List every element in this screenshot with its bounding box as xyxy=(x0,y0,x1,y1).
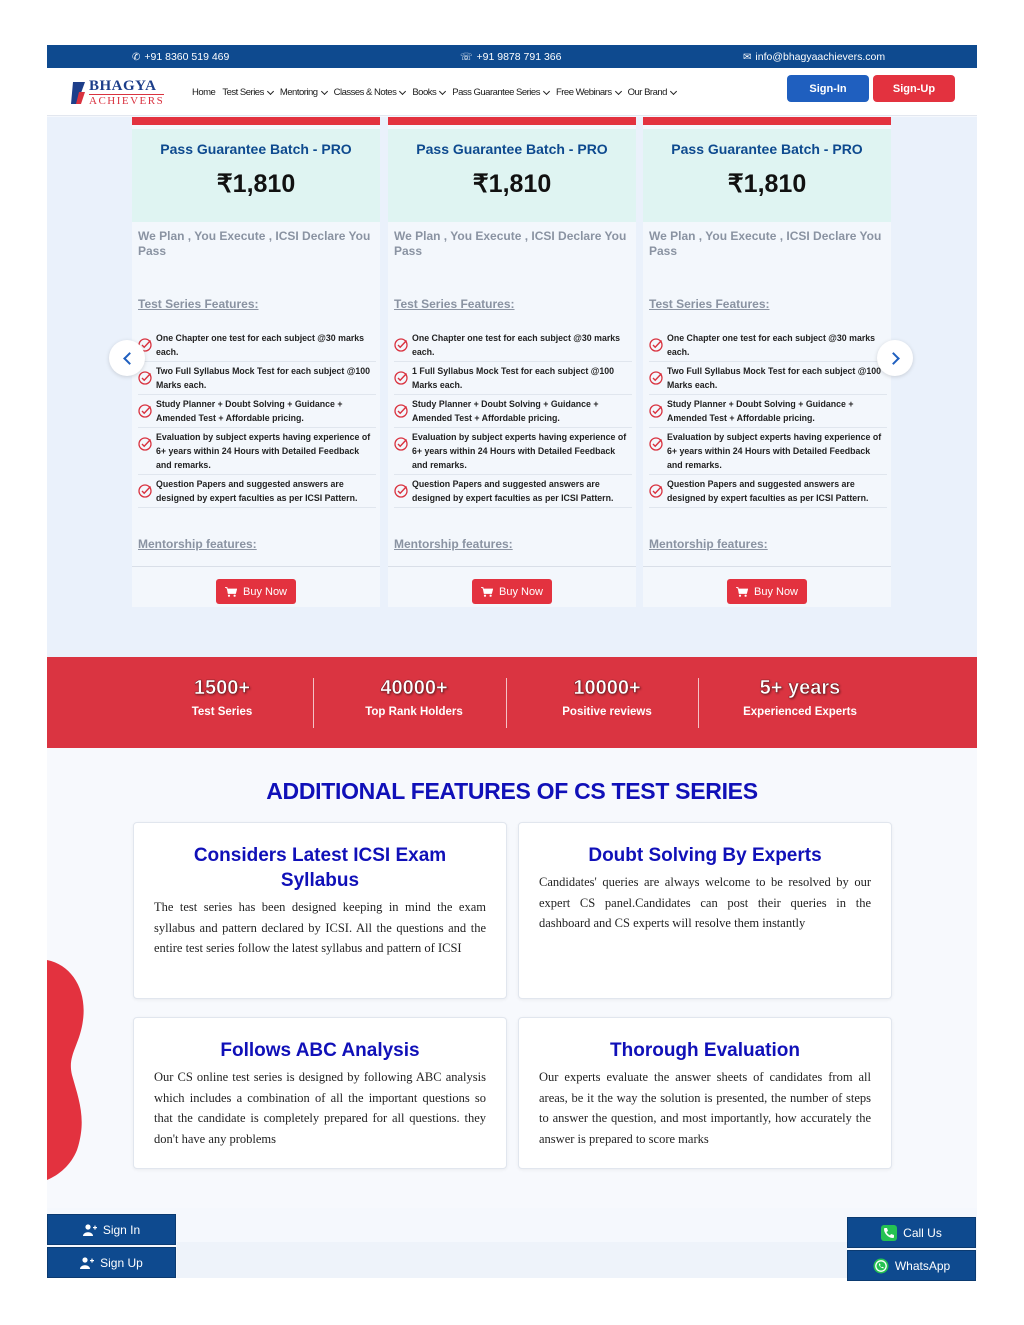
feature-item xyxy=(649,397,887,428)
page xyxy=(47,45,977,1278)
chevron-down-icon xyxy=(267,87,274,94)
buy-now-label: Buy Now xyxy=(242,585,288,598)
card-top-strip xyxy=(132,117,380,125)
plan-name: Pass Guarantee Batch - PRO xyxy=(671,141,863,157)
feature-list xyxy=(138,331,376,510)
feature-body: Our CS online test series is designed by following ABC analysis which includes a combination of all the important questions so that the candidate is completely prepared for all questions. they don't have any problems xyxy=(154,1070,486,1146)
feature-box xyxy=(518,822,892,999)
chevron-down-icon xyxy=(321,87,328,94)
nav-item-free-webinars[interactable] xyxy=(556,87,621,98)
whatsapp-button[interactable] xyxy=(847,1250,976,1281)
cart-icon xyxy=(225,587,237,597)
feature-text: One Chapter one test for each subject @30 marks each. xyxy=(156,333,365,357)
card-header xyxy=(132,129,380,222)
contact-bar xyxy=(47,45,977,68)
nav-item-mentoring[interactable] xyxy=(280,87,327,98)
floating-signup-label: Sign Up xyxy=(100,1255,143,1270)
card-divider xyxy=(388,566,636,567)
user-plus-icon xyxy=(80,1257,94,1269)
plan-description: We Plan , You Execute , ICSI Declare You Pass xyxy=(649,229,882,258)
check-circle-icon xyxy=(649,404,663,418)
check-circle-icon xyxy=(649,437,663,451)
feature-item xyxy=(138,331,376,362)
test-features-heading[interactable]: Test Series Features: xyxy=(649,297,770,311)
plan-name: Pass Guarantee Batch - PRO xyxy=(160,141,352,157)
feature-item xyxy=(394,397,632,428)
card-top-strip xyxy=(388,117,636,125)
card-divider xyxy=(132,566,380,567)
stat-label: Positive reviews xyxy=(562,706,652,718)
check-circle-icon xyxy=(138,484,152,498)
header-signin-button[interactable]: Sign-In xyxy=(787,75,869,102)
feature-body: Our experts evaluate the answer sheets of candidates from all areas, be it the way the solution is presented, the number of steps to answer the question, and most importantly, how accurately the answer is prepared to score marks xyxy=(539,1070,871,1146)
pricing-card xyxy=(132,117,380,607)
pricing-carousel xyxy=(47,117,977,657)
logo-line-2: ACHIEVERS xyxy=(89,95,165,107)
check-circle-icon xyxy=(394,484,408,498)
feature-box xyxy=(133,1017,507,1169)
chevron-down-icon xyxy=(439,87,446,94)
plan-price: ₹1,810 xyxy=(727,170,807,198)
bottom-band xyxy=(177,1242,847,1278)
nav-item-classes-notes[interactable] xyxy=(334,87,406,98)
stat-number: 40000+ xyxy=(380,677,448,699)
feature-text: Question Papers and suggested answers are designed by expert faculties as per ICSI Pattern. xyxy=(667,479,869,503)
logo-mark-icon xyxy=(71,80,87,106)
phone-icon xyxy=(881,1225,897,1241)
check-circle-icon xyxy=(138,437,152,451)
stat-divider xyxy=(698,678,699,728)
chevron-down-icon xyxy=(670,87,677,94)
plan-price: ₹1,810 xyxy=(216,170,296,198)
feature-item xyxy=(138,477,376,508)
mail-icon: ✉ xyxy=(743,51,752,63)
stat-number: 5+ years xyxy=(759,677,841,699)
feature-text: Question Papers and suggested answers are designed by expert faculties as per ICSI Pattern. xyxy=(156,479,358,503)
feature-text: Question Papers and suggested answers are designed by expert faculties as per ICSI Pattern. xyxy=(412,479,614,503)
feature-item xyxy=(649,430,887,475)
feature-title: Follows ABC Analysis xyxy=(220,1040,420,1061)
chevron-down-icon xyxy=(615,87,622,94)
user-plus-icon xyxy=(83,1224,97,1236)
check-circle-icon xyxy=(394,338,408,352)
decorative-blob xyxy=(47,960,87,1180)
chevron-left-icon xyxy=(123,352,136,365)
check-circle-icon xyxy=(138,371,152,385)
feature-title: Doubt Solving By Experts xyxy=(588,845,822,866)
nav-item-test-series[interactable] xyxy=(222,87,273,98)
card-divider xyxy=(643,566,891,567)
buy-now-label: Buy Now xyxy=(753,585,799,598)
feature-item xyxy=(138,430,376,475)
stat-divider xyxy=(506,678,507,728)
feature-text: Evaluation by subject experts having experience of 6+ years within 24 Hours with Detailed Feedback and remarks. xyxy=(156,432,371,470)
feature-body: The test series has been designed keeping in mind the exam syllabus and pattern declared by ICSI. All the questions and the entire test series follow the latest syllabus and pattern of ICSI xyxy=(154,900,486,955)
mentorship-features-heading[interactable]: Mentorship features: xyxy=(394,537,513,551)
main-nav xyxy=(47,68,977,116)
check-circle-icon xyxy=(649,338,663,352)
floating-signin-label: Sign In xyxy=(102,1222,141,1237)
buy-now-button[interactable] xyxy=(472,579,552,604)
mentorship-features-heading[interactable]: Mentorship features: xyxy=(138,537,257,551)
feature-text: Evaluation by subject experts having experience of 6+ years within 24 Hours with Detailed Feedback and remarks. xyxy=(667,432,882,470)
call-us-label: Call Us xyxy=(903,1225,942,1240)
stat-label: Top Rank Holders xyxy=(365,706,463,718)
feature-text: 1 Full Syllabus Mock Test for each subject @100 Marks each. xyxy=(412,366,615,390)
plan-price: ₹1,810 xyxy=(472,170,552,198)
nav-item-label: Classes & Notes xyxy=(333,87,397,98)
phone-2-text: +91 9878 791 366 xyxy=(476,51,562,63)
section-title: ADDITIONAL FEATURES OF CS TEST SERIES xyxy=(266,778,758,804)
feature-item xyxy=(649,331,887,362)
stat-label: Experienced Experts xyxy=(743,706,857,718)
feature-item xyxy=(394,477,632,508)
card-header xyxy=(643,129,891,222)
stat-test-series xyxy=(126,657,318,748)
nav-item-home[interactable] xyxy=(192,87,215,98)
pricing-card xyxy=(643,117,891,607)
call-us-button[interactable] xyxy=(847,1217,976,1248)
test-features-heading[interactable]: Test Series Features: xyxy=(138,297,259,311)
nav-item-label: Test Series xyxy=(222,87,264,98)
whatsapp-label: WhatsApp xyxy=(894,1258,951,1273)
buy-now-label: Buy Now xyxy=(498,585,544,598)
logo[interactable] xyxy=(71,78,171,108)
stat-label: Test Series xyxy=(191,706,253,718)
chevron-right-icon xyxy=(887,352,900,365)
nav-item-label: Our Brand xyxy=(627,87,667,98)
feature-item xyxy=(394,364,632,395)
stat-number: 10000+ xyxy=(573,677,641,699)
carousel-next-button[interactable] xyxy=(877,340,913,376)
feature-text: One Chapter one test for each subject @30 marks each. xyxy=(667,333,876,357)
stat-top-rank xyxy=(318,657,510,748)
feature-text: Evaluation by subject experts having experience of 6+ years within 24 Hours with Detailed Feedback and remarks. xyxy=(412,432,627,470)
check-circle-icon xyxy=(394,404,408,418)
header-signup-button[interactable]: Sign-Up xyxy=(873,75,955,102)
pricing-card xyxy=(388,117,636,607)
chevron-down-icon xyxy=(399,87,406,94)
feature-text: Two Full Syllabus Mock Test for each subject @100 Marks each. xyxy=(667,366,882,390)
nav-menu xyxy=(192,87,683,98)
feature-item xyxy=(649,364,887,395)
stat-experts xyxy=(704,657,896,748)
buy-now-button[interactable] xyxy=(727,579,807,604)
card-header xyxy=(388,129,636,222)
stat-reviews xyxy=(511,657,703,748)
floating-signup-button[interactable] xyxy=(47,1247,176,1278)
nav-item-label: Home xyxy=(192,87,216,98)
check-circle-icon xyxy=(394,371,408,385)
floating-signin-button[interactable] xyxy=(47,1214,176,1245)
nav-item-our-brand[interactable] xyxy=(628,87,676,98)
test-features-heading[interactable]: Test Series Features: xyxy=(394,297,515,311)
nav-item-pass-guarantee[interactable] xyxy=(452,87,549,98)
nav-item-label: Books xyxy=(412,87,437,98)
phone-2-link[interactable] xyxy=(460,51,561,63)
stats-band xyxy=(47,657,977,748)
feature-item xyxy=(394,430,632,475)
phone-1-text: +91 8360 519 469 xyxy=(144,51,230,63)
check-circle-icon xyxy=(394,437,408,451)
whatsapp-icon: ✆ xyxy=(132,51,141,63)
email-text: info@bhagyaachievers.com xyxy=(755,51,886,63)
card-top-strip xyxy=(643,117,891,125)
logo-line-1: BHAGYA xyxy=(89,78,157,94)
nav-item-label: Mentoring xyxy=(279,87,318,98)
check-circle-icon xyxy=(649,371,663,385)
plan-description: We Plan , You Execute , ICSI Declare You Pass xyxy=(394,229,627,258)
cart-icon xyxy=(736,587,748,597)
phone-1-link[interactable] xyxy=(132,51,229,63)
chevron-down-icon xyxy=(543,87,550,94)
nav-item-books[interactable] xyxy=(412,87,445,98)
nav-item-label: Pass Guarantee Series xyxy=(452,87,540,98)
cart-icon xyxy=(481,587,493,597)
feature-item xyxy=(649,477,887,508)
email-link[interactable] xyxy=(743,51,885,63)
check-circle-icon xyxy=(138,404,152,418)
mentorship-features-heading[interactable]: Mentorship features: xyxy=(649,537,768,551)
stat-number: 1500+ xyxy=(193,677,251,699)
feature-text: Study Planner + Doubt Solving + Guidance + Amended Test + Affordable pricing. xyxy=(156,399,343,423)
feature-box xyxy=(518,1017,892,1169)
additional-features-section xyxy=(47,748,977,1208)
nav-item-label: Free Webinars xyxy=(555,87,612,98)
feature-text: Two Full Syllabus Mock Test for each subject @100 Marks each. xyxy=(156,366,371,390)
feature-title: Considers Latest ICSI Exam Syllabus xyxy=(193,845,447,891)
feature-item xyxy=(394,331,632,362)
feature-text: Study Planner + Doubt Solving + Guidance + Amended Test + Affordable pricing. xyxy=(667,399,854,423)
check-circle-icon xyxy=(649,484,663,498)
plan-name: Pass Guarantee Batch - PRO xyxy=(416,141,608,157)
carousel-prev-button[interactable] xyxy=(109,340,145,376)
feature-item xyxy=(138,364,376,395)
stat-divider xyxy=(313,678,314,728)
feature-list xyxy=(649,331,887,510)
feature-title: Thorough Evaluation xyxy=(610,1040,800,1061)
feature-text: One Chapter one test for each subject @30 marks each. xyxy=(412,333,621,357)
feature-item xyxy=(138,397,376,428)
feature-text: Study Planner + Doubt Solving + Guidance + Amended Test + Affordable pricing. xyxy=(412,399,599,423)
feature-body: Candidates' queries are always welcome to be resolved by our expert CS panel.Candidates can post their queries in the dashboard and CS experts will resolve them instantly xyxy=(539,875,871,930)
plan-description: We Plan , You Execute , ICSI Declare You Pass xyxy=(138,229,371,258)
phone-icon: ☏ xyxy=(460,51,473,63)
whatsapp-icon xyxy=(873,1258,889,1274)
buy-now-button[interactable] xyxy=(216,579,296,604)
feature-box xyxy=(133,822,507,999)
feature-list xyxy=(394,331,632,510)
